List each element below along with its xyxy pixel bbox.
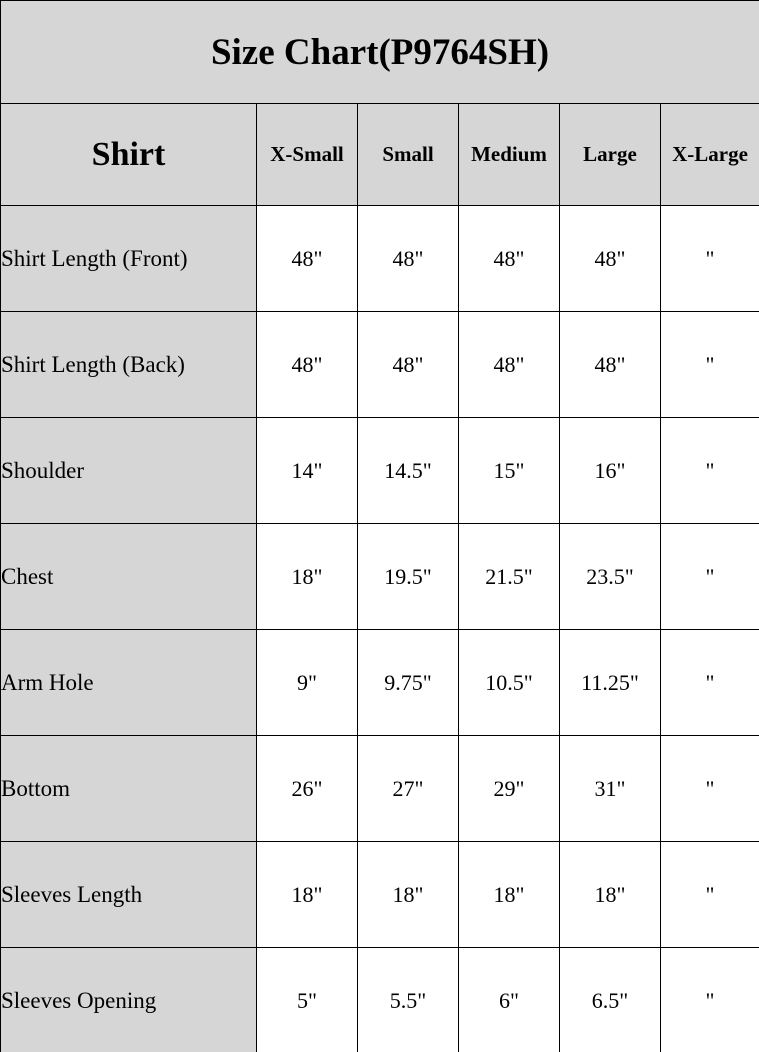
cell-bottom-large: 31" [560, 736, 661, 842]
cell-shirt-length-front-x-small: 48" [257, 206, 358, 312]
column-header-medium: Medium [459, 104, 560, 206]
cell-bottom-x-small: 26" [257, 736, 358, 842]
cell-chest-medium: 21.5" [459, 524, 560, 630]
cell-chest-small: 19.5" [358, 524, 459, 630]
table-row [1, 312, 759, 418]
table-row [1, 842, 759, 948]
cell-shirt-length-back-small: 48" [358, 312, 459, 418]
row-label-sleeves-opening: Sleeves Opening [1, 948, 257, 1052]
table-row [1, 736, 759, 842]
table-corner-label: Shirt [1, 104, 257, 206]
cell-shoulder-small: 14.5" [358, 418, 459, 524]
row-label-chest: Chest [1, 524, 257, 630]
cell-shirt-length-front-x-large: " [661, 206, 759, 312]
table-row [1, 630, 759, 736]
column-header-x-small: X-Small [257, 104, 358, 206]
cell-arm-hole-medium: 10.5" [459, 630, 560, 736]
cell-chest-x-small: 18" [257, 524, 358, 630]
cell-shoulder-x-large: " [661, 418, 759, 524]
header-row [1, 104, 759, 206]
cell-chest-large: 23.5" [560, 524, 661, 630]
row-label-shirt-length-front: Shirt Length (Front) [1, 206, 257, 312]
cell-sleeves-length-small: 18" [358, 842, 459, 948]
cell-arm-hole-small: 9.75" [358, 630, 459, 736]
cell-shirt-length-front-small: 48" [358, 206, 459, 312]
cell-bottom-x-large: " [661, 736, 759, 842]
cell-sleeves-length-large: 18" [560, 842, 661, 948]
cell-shirt-length-back-large: 48" [560, 312, 661, 418]
cell-shirt-length-back-medium: 48" [459, 312, 560, 418]
row-label-shirt-length-back: Shirt Length (Back) [1, 312, 257, 418]
column-header-x-large: X-Large [661, 104, 759, 206]
cell-shoulder-medium: 15" [459, 418, 560, 524]
cell-arm-hole-x-large: " [661, 630, 759, 736]
cell-shirt-length-front-medium: 48" [459, 206, 560, 312]
table-row [1, 418, 759, 524]
column-header-large: Large [560, 104, 661, 206]
table-row [1, 206, 759, 312]
cell-sleeves-opening-x-small: 5" [257, 948, 358, 1052]
cell-sleeves-opening-small: 5.5" [358, 948, 459, 1052]
cell-sleeves-opening-x-large: " [661, 948, 759, 1052]
row-label-sleeves-length: Sleeves Length [1, 842, 257, 948]
cell-sleeves-length-medium: 18" [459, 842, 560, 948]
cell-shirt-length-back-x-large: " [661, 312, 759, 418]
table-row [1, 524, 759, 630]
table-row [1, 948, 759, 1052]
row-label-bottom: Bottom [1, 736, 257, 842]
page-title: Size Chart(P9764SH) [1, 1, 759, 104]
cell-sleeves-length-x-large: " [661, 842, 759, 948]
title-row [1, 1, 759, 104]
cell-sleeves-opening-large: 6.5" [560, 948, 661, 1052]
cell-shirt-length-front-large: 48" [560, 206, 661, 312]
cell-shirt-length-back-x-small: 48" [257, 312, 358, 418]
cell-sleeves-opening-medium: 6" [459, 948, 560, 1052]
cell-shoulder-large: 16" [560, 418, 661, 524]
cell-arm-hole-x-small: 9" [257, 630, 358, 736]
cell-bottom-small: 27" [358, 736, 459, 842]
column-header-small: Small [358, 104, 459, 206]
cell-bottom-medium: 29" [459, 736, 560, 842]
cell-chest-x-large: " [661, 524, 759, 630]
cell-shoulder-x-small: 14" [257, 418, 358, 524]
cell-sleeves-length-x-small: 18" [257, 842, 358, 948]
row-label-arm-hole: Arm Hole [1, 630, 257, 736]
cell-arm-hole-large: 11.25" [560, 630, 661, 736]
row-label-shoulder: Shoulder [1, 418, 257, 524]
